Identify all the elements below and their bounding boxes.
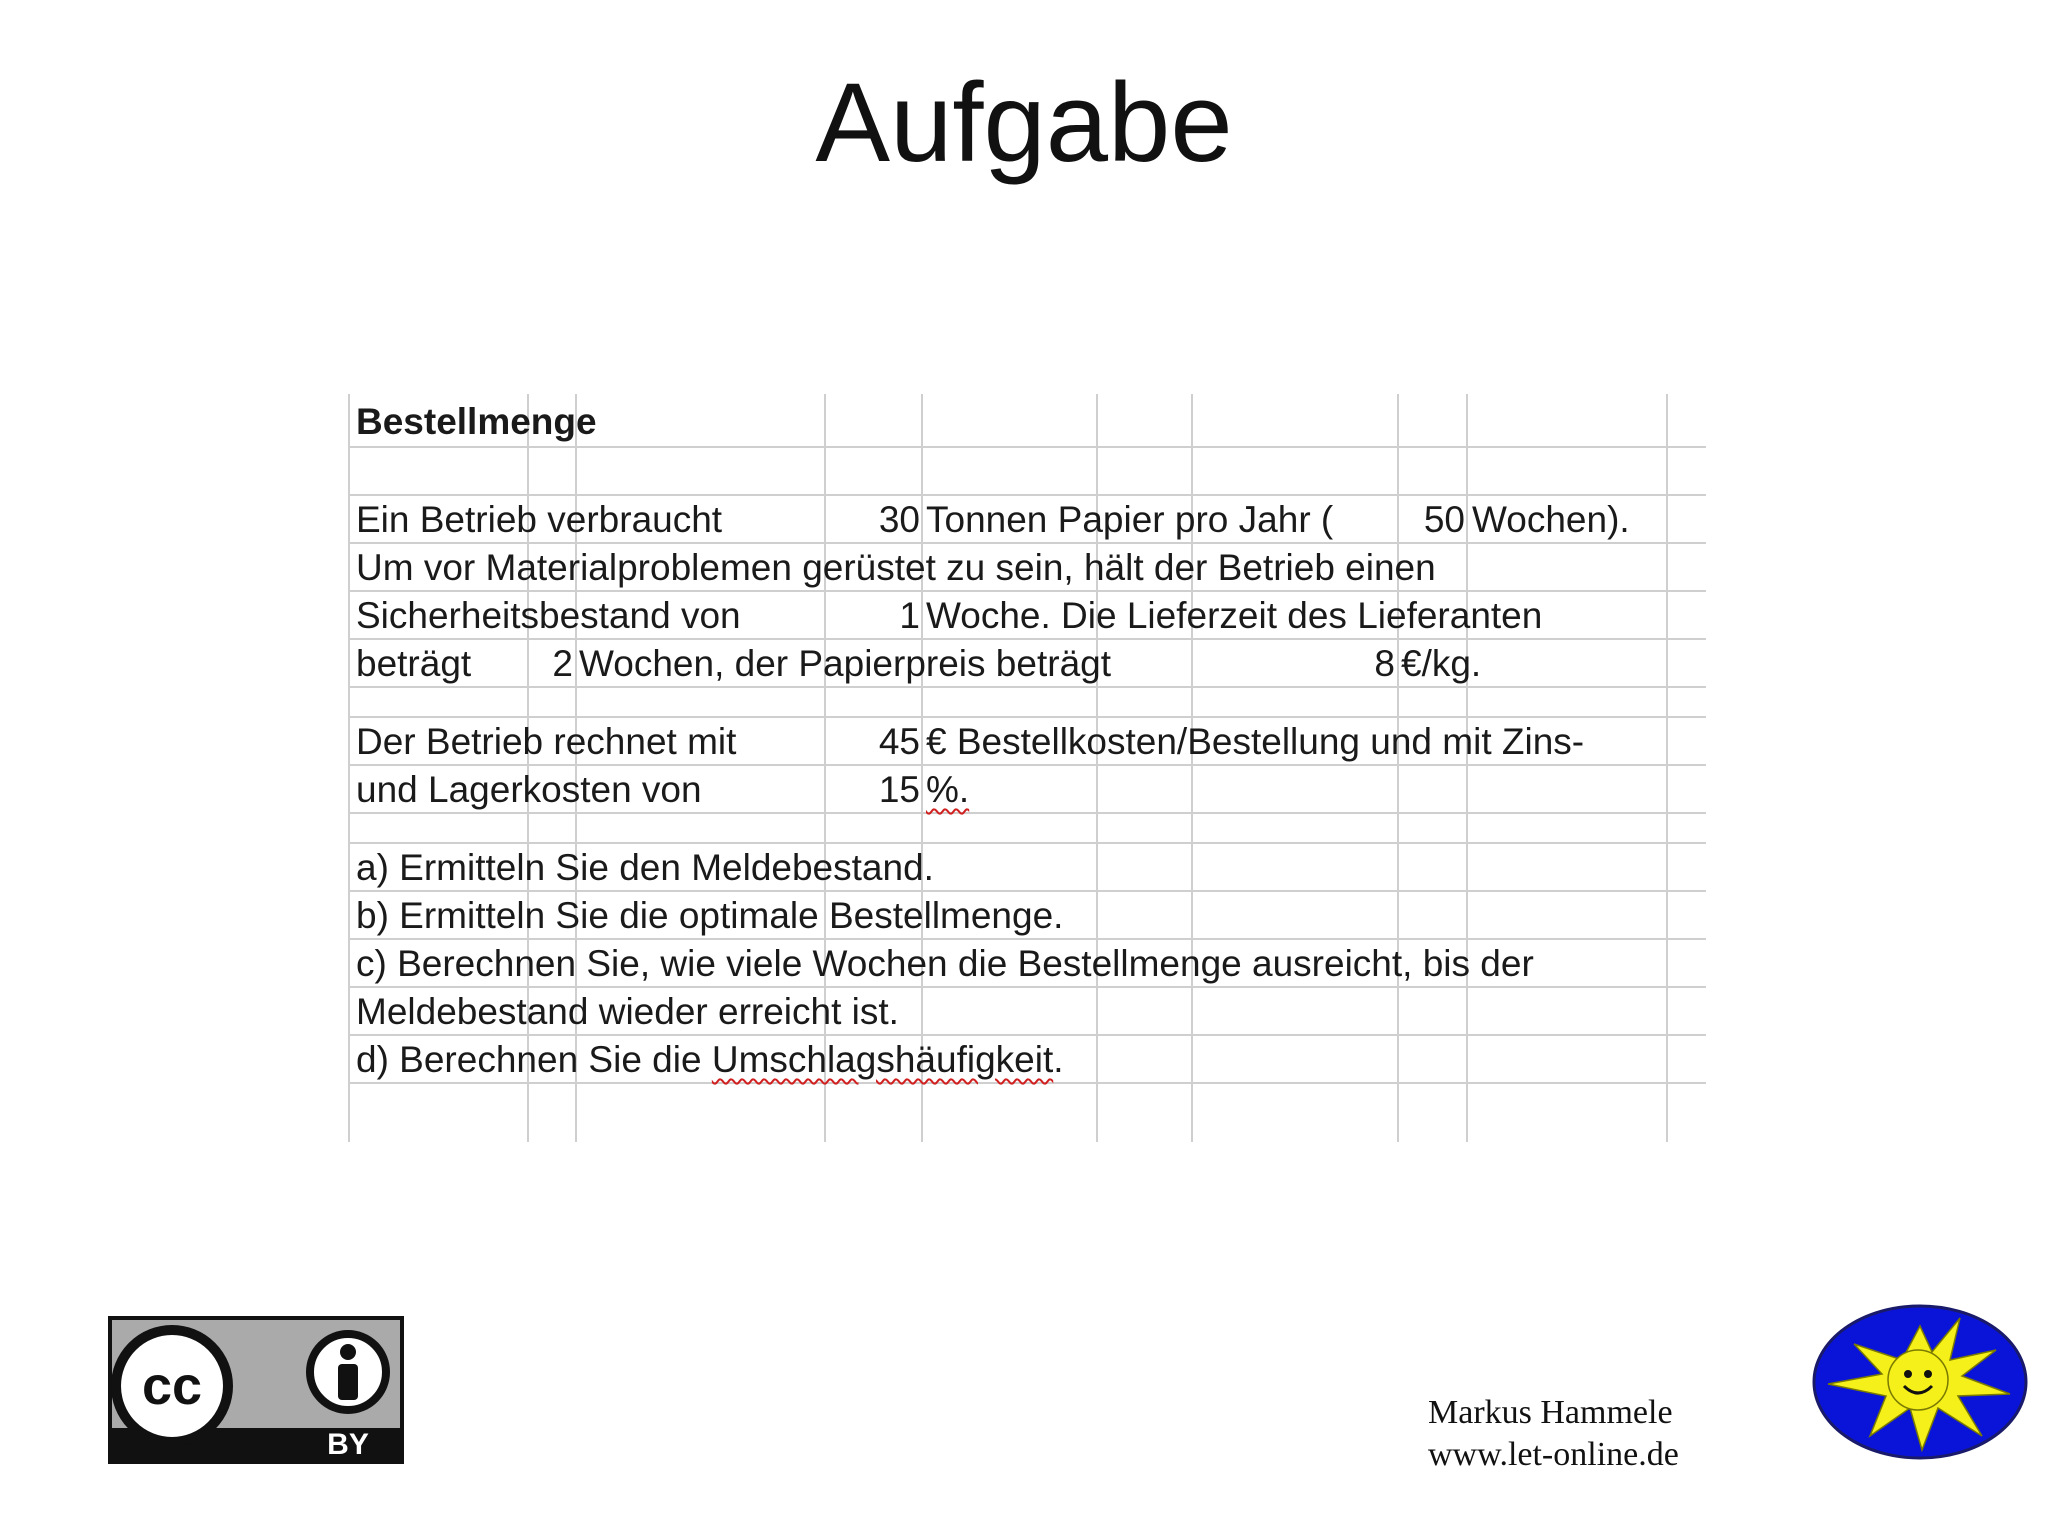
author-website[interactable]: www.let-online.de xyxy=(1428,1436,1679,1473)
line5-suffix: € Bestellkosten/Bestellung und mit Zins- xyxy=(926,721,1585,762)
sheet-row xyxy=(348,718,1706,766)
consumption-value: 30 xyxy=(878,499,920,540)
by-text: BY xyxy=(327,1428,369,1461)
task-a: a) Ermitteln Sie den Meldebestand. xyxy=(356,847,934,888)
sheet-row xyxy=(348,544,1706,592)
sheet-row xyxy=(348,394,1706,448)
task-d-prefix: d) Berechnen Sie die xyxy=(356,1039,712,1080)
line4-text: beträgt xyxy=(356,643,472,684)
sheet-row xyxy=(348,496,1706,544)
safety-stock-value: 1 xyxy=(899,595,920,636)
line1-text: Ein Betrieb verbraucht xyxy=(356,499,723,540)
line1-suffix: Wochen). xyxy=(1472,499,1630,540)
task-d-suffix: . xyxy=(1053,1039,1064,1080)
sheet-row xyxy=(348,766,1706,814)
sheet-row-empty xyxy=(348,688,1706,718)
sun-face-icon xyxy=(1888,1350,1948,1410)
order-cost-value: 45 xyxy=(878,721,920,762)
cc-by-license-logo xyxy=(108,1316,404,1464)
sheet-row xyxy=(348,892,1706,940)
task-d xyxy=(356,1036,1064,1082)
task-c-line2: Meldebestand wieder erreicht ist. xyxy=(356,991,899,1032)
sheet-row xyxy=(348,940,1706,988)
paper-price-value: 8 xyxy=(1374,643,1395,684)
line6-text: und Lagerkosten von xyxy=(356,769,702,810)
task-d-keyword: Umschlagshäufigkeit xyxy=(711,1039,1054,1080)
task-c-line1: c) Berechnen Sie, wie viele Wochen die Bestellmenge ausreicht, bis der xyxy=(356,943,1534,984)
sheet-row xyxy=(348,988,1706,1036)
line3-suffix: Woche. Die Lieferzeit des Lieferanten xyxy=(926,595,1543,636)
line2-text: Um vor Materialproblemen gerüstet zu sein, hält der Betrieb einen xyxy=(356,547,1436,588)
author-name: Markus Hammele xyxy=(1428,1394,1673,1431)
interest-rate-value: 15 xyxy=(878,769,920,810)
sheet-row xyxy=(348,640,1706,688)
author-block xyxy=(1428,1392,1679,1476)
slide-title: Aufgabe xyxy=(815,60,1233,185)
spreadsheet-excerpt xyxy=(348,394,1706,1142)
line5-text: Der Betrieb rechnet mit xyxy=(356,721,737,762)
percent-sign: %. xyxy=(926,769,970,810)
line1-unit-text: Tonnen Papier pro Jahr ( xyxy=(926,499,1334,540)
smiling-sun-logo xyxy=(1810,1304,2030,1460)
sheet-row xyxy=(348,844,1706,892)
weeks-per-year-value: 50 xyxy=(1423,499,1465,540)
line4-middle: Wochen, der Papierpreis beträgt xyxy=(579,643,1112,684)
sheet-row xyxy=(348,592,1706,640)
sheet-row-empty xyxy=(348,814,1706,844)
sheet-row xyxy=(348,1036,1706,1084)
lead-time-value: 2 xyxy=(552,643,573,684)
sheet-heading: Bestellmenge xyxy=(356,401,597,442)
cc-text: cc xyxy=(141,1356,203,1416)
sheet-row-empty xyxy=(348,448,1706,496)
task-b: b) Ermitteln Sie die optimale Bestellmenge. xyxy=(356,895,1064,936)
line3-text: Sicherheitsbestand von xyxy=(356,595,741,636)
line4-suffix: €/kg. xyxy=(1401,643,1482,684)
